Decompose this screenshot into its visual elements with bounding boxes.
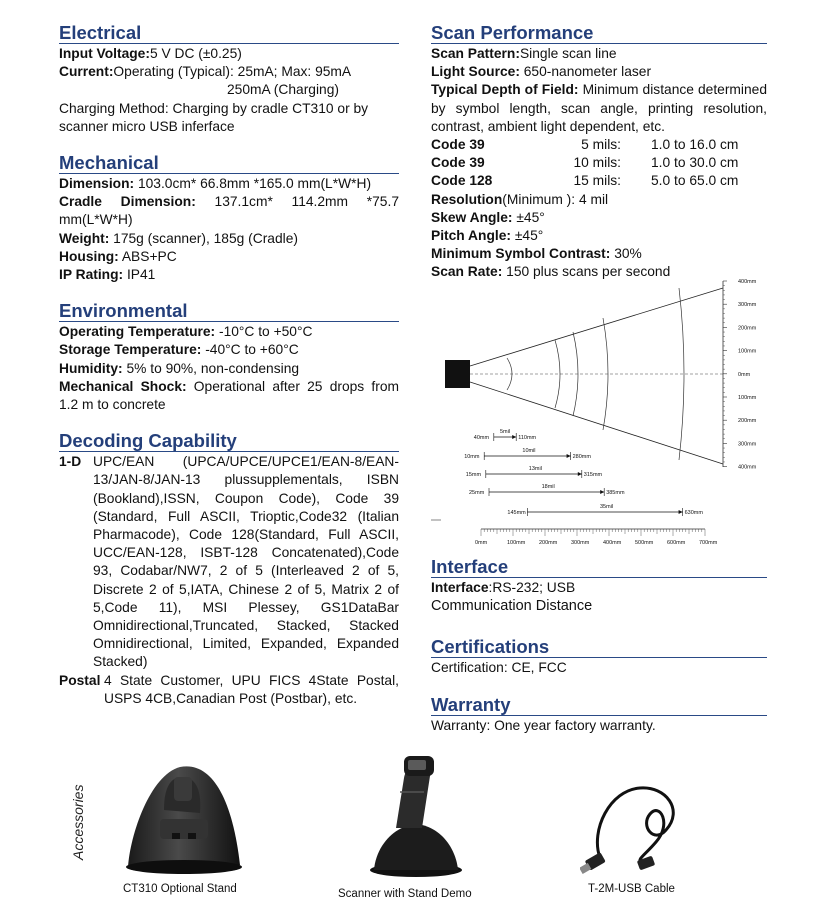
environmental-section — [59, 300, 399, 414]
weight-value: 175g (scanner), 185g (Cradle) — [109, 230, 298, 246]
shock-row — [59, 378, 399, 414]
ip-row — [59, 266, 399, 284]
range-arrow — [567, 454, 571, 458]
light-source-value: 650-nanometer laser — [519, 64, 652, 80]
depth-value: Minimum distance determined by symbol length, scan angle, printing resolution, contrast, ambient light dependent, etc. — [431, 82, 768, 134]
scan-rate-label: Scan Rate: — [431, 264, 503, 280]
x-tick-label: 200mm — [539, 540, 558, 546]
x-tick-label: 0mm — [475, 540, 488, 546]
scanner-stand-svg — [360, 748, 470, 880]
st-temp-label: Storage Temperature: — [59, 342, 202, 358]
contrast-value: 30% — [610, 246, 642, 262]
code-row — [431, 154, 767, 172]
range-min-label: 15mm — [465, 472, 482, 478]
decoding-section — [59, 430, 399, 708]
current-label: Current: — [59, 64, 114, 80]
oned-text: UPC/EAN (UPCA/UPCE/UPCE1/EAN-8/EAN-13/JAN-8/JAN-13 plussupplementals, ISBN (Bookland),ISSN, Coupon Code), Code 39 (Standard, Full ASCII, Trioptic,Code32 (Italian Pharmacode), Code 128(Standard, Full ASCII, UCC/EAN-128, ISBT-128 Concatenated),Code 93, Codabar/NW7, 2 of 5 (Interleaved 2 of 5, Discrete 2 of 5,IATA, Chinese 2 of 5, Matrix 2 of 5,Code 11), MSI Plessey, GS1DataBar Omnidirectional,Truncated, Stacked, Stacked Omnidirectional, Limited, Expanded, Expanded Stacked) — [93, 454, 399, 670]
x-tick-label: 500mm — [635, 540, 654, 546]
range-mil-label: 10mil — [522, 448, 536, 454]
y-tick-label: 100mm — [738, 348, 757, 355]
electrical-title: Electrical — [59, 22, 399, 44]
certifications-section — [431, 636, 767, 677]
accessories-label: Accessories — [70, 784, 86, 860]
mechanical-section — [59, 152, 399, 284]
range-max-label: 315mm — [583, 472, 603, 478]
code-row — [431, 172, 767, 190]
y-tick-label: 300mm — [738, 302, 757, 309]
resolution-value: (Minimum ): 4 mil — [502, 191, 609, 207]
pitch-value: ±45° — [510, 228, 544, 244]
range-min-label: 145mm — [507, 510, 526, 516]
range-arrow — [578, 472, 582, 476]
code-range: 1.0 to 30.0 cm — [651, 155, 739, 171]
light-source-label: Light Source: — [431, 64, 520, 80]
contrast-label: Minimum Symbol Contrast: — [431, 246, 611, 262]
x-tick-label: 300mm — [571, 540, 590, 546]
current-charging: 250mA (Charging) — [227, 82, 339, 98]
y-tick-label: 400mm — [738, 464, 757, 471]
range-max-label: 630mm — [684, 510, 703, 516]
range-max-label: 280mm — [572, 454, 591, 460]
usb-cable-svg — [580, 770, 690, 875]
ip-label: IP Rating: — [59, 267, 124, 283]
y-tick-label: 0mm — [738, 371, 751, 378]
code-mils: 15 mils: — [573, 173, 621, 189]
range-min-label: 40mm — [473, 435, 490, 441]
y-tick-label: 400mm — [738, 279, 757, 285]
oned-label: 1-D — [59, 454, 82, 470]
scan-section — [431, 22, 767, 282]
certification-text: Certification: CE, FCC — [431, 660, 567, 675]
input-voltage-row — [59, 45, 399, 63]
warranty-section — [431, 694, 767, 735]
dimension-row — [59, 175, 399, 193]
code-mils: 5 mils: — [581, 137, 621, 153]
right-column — [431, 22, 767, 282]
communication-distance: Communication Distance — [431, 598, 593, 615]
depth-row — [431, 81, 767, 136]
interface-title: Interface — [431, 556, 767, 578]
interface-value: :RS-232; USB — [488, 580, 576, 595]
x-tick-label: 400mm — [603, 540, 622, 546]
weight-row — [59, 230, 399, 248]
scan-field-svg — [431, 278, 771, 550]
range-mil-label: 13mil — [528, 466, 542, 472]
code-range: 5.0 to 65.0 cm — [651, 173, 739, 189]
humidity-value: 5% to 90%, non-condensing — [122, 360, 300, 376]
electrical-section — [59, 22, 399, 136]
range-arrow — [679, 510, 683, 514]
cone-lower-edge — [470, 382, 723, 464]
op-temp-value: -10°C to +50°C — [215, 324, 313, 340]
range-max-label: 110mm — [518, 435, 537, 441]
y-tick-label: 100mm — [738, 395, 757, 401]
housing-label: Housing: — [59, 248, 119, 264]
postal-label: Postal — [59, 672, 101, 688]
op-temp-row — [59, 323, 399, 341]
y-tick-label: 300mm — [738, 441, 757, 448]
weight-label: Weight: — [59, 230, 110, 246]
code-mils: 10 mils: — [573, 155, 621, 171]
x-tick-label: 700mm — [699, 540, 718, 546]
contrast-row — [431, 245, 767, 263]
range-max-label: 385mm — [606, 490, 625, 496]
range-mil-label: 35mil — [600, 504, 614, 510]
scan-pattern-label: Scan Pattern: — [431, 46, 520, 61]
x-tick-label: 600mm — [667, 540, 686, 546]
current-value: Operating (Typical): 25mA; Max: 95mA — [113, 64, 352, 80]
scan-title: Scan Performance — [431, 22, 767, 44]
range-min-label: 25mm — [469, 490, 485, 496]
usb-cable-caption: T-2M-USB Cable — [588, 883, 675, 895]
range-mil-label: 5mil — [500, 429, 511, 435]
st-temp-row — [59, 341, 399, 359]
ct310-stand-image — [120, 755, 250, 875]
cone-upper-edge — [470, 288, 723, 366]
scan-pattern-row — [431, 45, 767, 63]
housing-value: ABS+PC — [118, 248, 177, 264]
cradle-value: 137.1cm* 114.2mm *75.7 mm(L*W*H) — [59, 194, 399, 228]
resolution-row — [431, 191, 767, 209]
mechanical-title: Mechanical — [59, 152, 399, 174]
certifications-title: Certifications — [431, 636, 767, 658]
pitch-row — [431, 227, 767, 245]
code-name: Code 39 — [431, 155, 485, 171]
interface-label: Interface — [431, 580, 489, 595]
dimension-value: 103.0cm* 66.8mm *165.0 mm(L*W*H) — [134, 176, 372, 192]
environmental-title: Environmental — [59, 300, 399, 322]
code-table — [431, 136, 767, 191]
humidity-row — [59, 360, 399, 378]
range-arrow — [600, 490, 604, 494]
ct310-caption: CT310 Optional Stand — [123, 883, 237, 895]
shock-label: Mechanical Shock: — [59, 378, 187, 394]
input-voltage-value: 5 V DC (±0.25) — [149, 46, 242, 61]
decoding-title: Decoding Capability — [59, 430, 399, 452]
scan-pattern-value: Single scan line — [519, 46, 617, 61]
current-row — [59, 63, 399, 81]
usb-cable-image — [580, 770, 690, 875]
input-voltage-label: Input Voltage: — [59, 46, 150, 61]
postal-row — [59, 672, 399, 708]
range-mil-label: 18mil — [541, 484, 555, 490]
resolution-label: Resolution — [431, 191, 503, 207]
dimension-label: Dimension: — [59, 176, 135, 192]
code-range: 1.0 to 16.0 cm — [651, 137, 739, 153]
ct310-stand-svg — [120, 755, 250, 875]
scanner-stand-caption: Scanner with Stand Demo — [338, 888, 472, 900]
scanner-stand-image — [360, 748, 470, 880]
warranty-title: Warranty — [431, 694, 767, 716]
interface-row — [431, 579, 767, 597]
scanner-box — [445, 360, 470, 388]
op-temp-label: Operating Temperature: — [59, 324, 216, 340]
light-source-row — [431, 63, 767, 81]
left-column — [59, 22, 399, 708]
code-row — [431, 136, 767, 154]
postal-text: 4 State Customer, UPU FICS 4State Postal, USPS 4CB,Canadian Post (Postbar), etc. — [104, 672, 399, 706]
oned-row — [59, 453, 399, 671]
warranty-text: Warranty: One year factory warranty. — [431, 718, 656, 733]
skew-value: ±45° — [512, 209, 545, 225]
depth-label: Typical Depth of Field: — [431, 82, 579, 98]
ip-value: IP41 — [123, 267, 156, 283]
y-tick-label: 200mm — [738, 418, 757, 425]
pitch-label: Pitch Angle: — [431, 228, 511, 244]
y-tick-label: 200mm — [738, 325, 757, 332]
skew-row — [431, 209, 767, 227]
cradle-label: Cradle Dimension: — [59, 194, 196, 210]
scan-rate-value: 150 plus scans per second — [502, 264, 671, 280]
charging-method: Charging Method: Charging by cradle CT310 or by scanner micro USB inferface — [59, 100, 369, 134]
range-min-label: 10mm — [464, 454, 480, 460]
skew-label: Skew Angle: — [431, 209, 513, 225]
st-temp-value: -40°C to +60°C — [201, 342, 299, 358]
code-name: Code 128 — [431, 173, 493, 189]
housing-row — [59, 248, 399, 266]
range-arrow — [512, 435, 516, 439]
shock-value: Operational after 25 drops from 1.2 m to concrete — [59, 378, 399, 413]
x-tick-label: 100mm — [507, 540, 526, 546]
code-name: Code 39 — [431, 137, 485, 153]
interface-section — [431, 556, 767, 615]
scan-field-diagram — [431, 278, 771, 550]
humidity-label: Humidity: — [59, 360, 123, 376]
cradle-row — [59, 193, 399, 229]
